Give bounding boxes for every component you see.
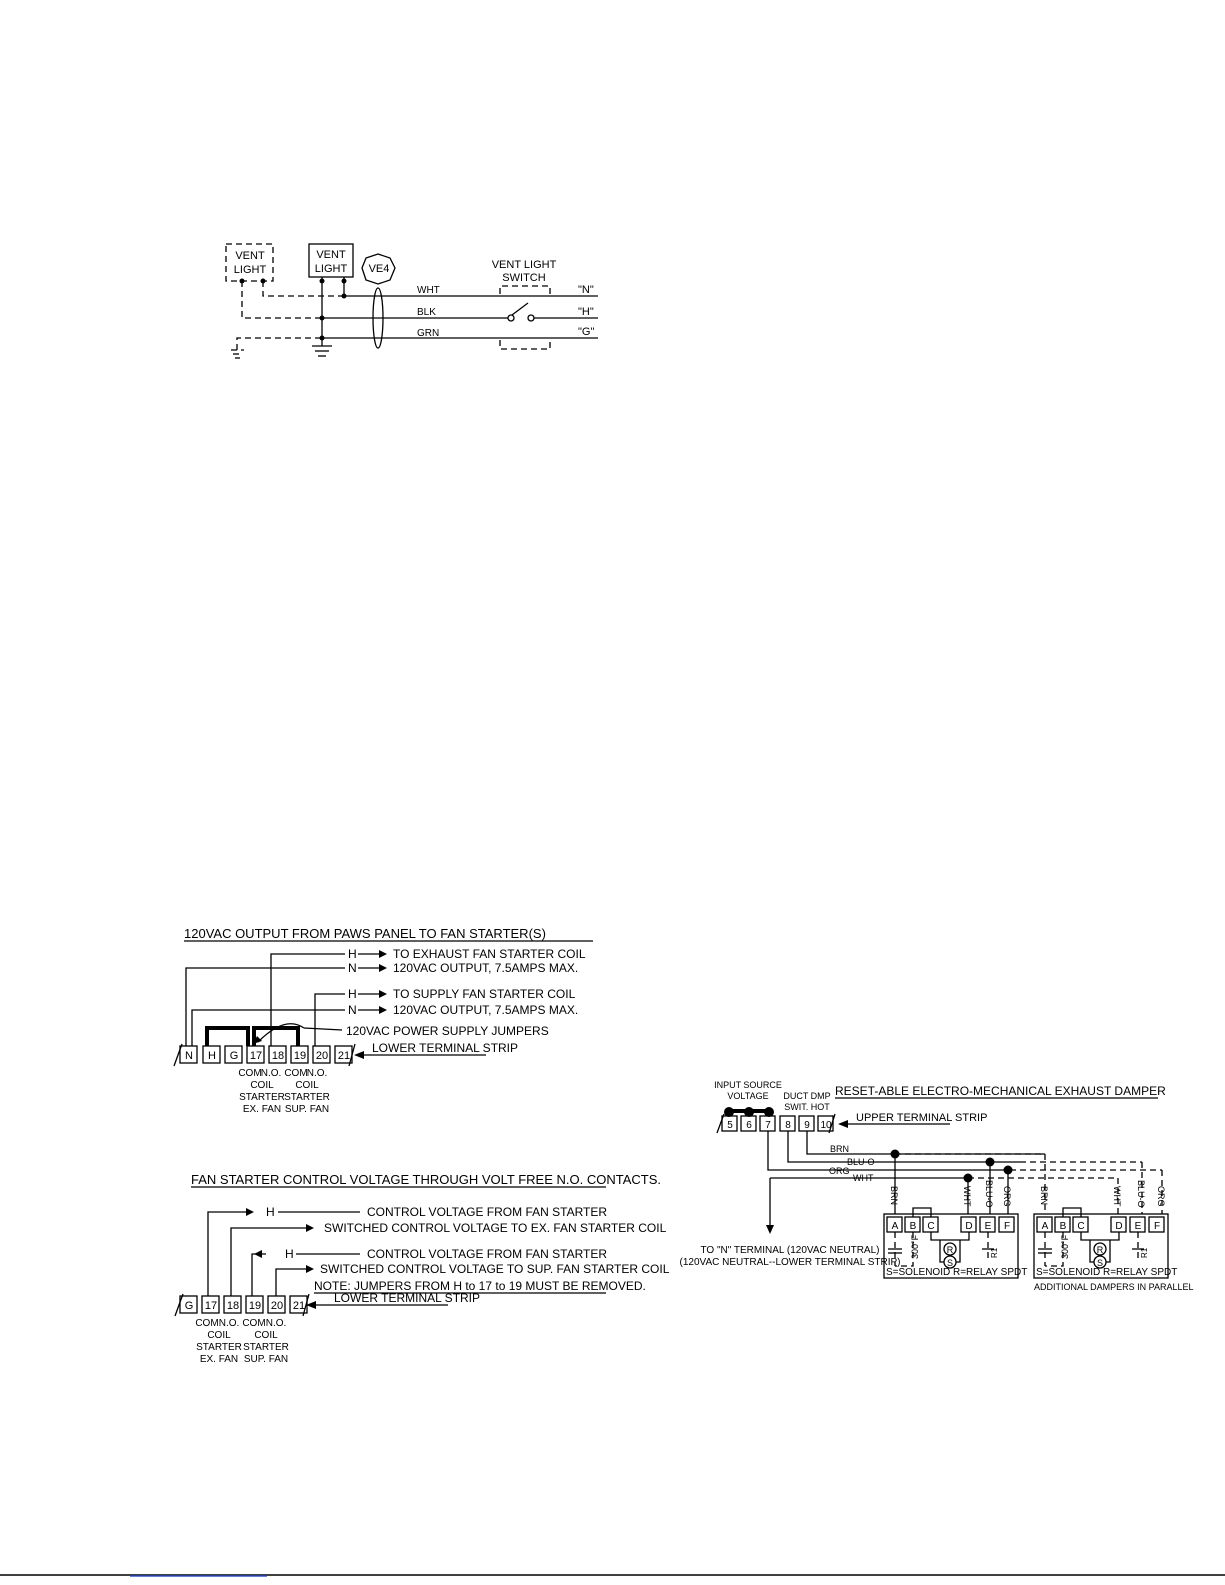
svg-text:A: A [1041, 1221, 1049, 1232]
svg-text:300°F: 300°F [910, 1234, 920, 1259]
svg-text:STARTER: STARTER [239, 1092, 285, 1103]
svg-text:COM: COM [242, 1318, 266, 1329]
svg-text:17: 17 [204, 1300, 218, 1312]
terminal-18: 18 [271, 1050, 285, 1062]
svg-text:WHT: WHT [1112, 1186, 1122, 1207]
svg-text:N.O.: N.O. [218, 1318, 240, 1329]
svg-text:SWIT. HOT: SWIT. HOT [784, 1102, 830, 1112]
svg-text:19: 19 [248, 1300, 262, 1312]
jumpers-label: 120VAC POWER SUPPLY JUMPERS [346, 1024, 549, 1038]
svg-text:D: D [965, 1221, 973, 1232]
svg-text:A: A [891, 1221, 899, 1232]
exhaust-coil-label: TO EXHAUST FAN STARTER COIL [393, 947, 586, 961]
volt-free-title: FAN STARTER CONTROL VOLTAGE THROUGH VOLT FREE N.O. CONTACTS. [191, 1172, 661, 1187]
svg-text:R1: R1 [1140, 1247, 1149, 1258]
vent-switch-contact [512, 303, 528, 315]
svg-text:N.O.: N.O. [265, 1318, 287, 1329]
svg-text:COM: COM [238, 1068, 262, 1079]
terminal-17: 17 [249, 1050, 263, 1062]
lower-strip-label: LOWER TERMINAL STRIP [334, 1291, 481, 1305]
lower-strip-label: LOWER TERMINAL STRIP [372, 1041, 519, 1055]
svg-text:9: 9 [804, 1120, 810, 1131]
svg-text:R: R [946, 1245, 954, 1255]
svg-text:300°F: 300°F [1060, 1234, 1070, 1259]
svg-text:EX. FAN: EX. FAN [199, 1354, 239, 1365]
svg-text:H: H [348, 947, 357, 961]
damper-legend: S=SOLENOID R=RELAY SPDT [886, 1267, 1028, 1278]
svg-text:H: H [266, 1205, 275, 1219]
svg-text:10: 10 [820, 1120, 832, 1131]
svg-text:COM: COM [195, 1318, 219, 1329]
svg-text:SUP. FAN: SUP. FAN [284, 1104, 330, 1115]
output-rating-label: 120VAC OUTPUT, 7.5AMPS MAX. [393, 961, 579, 975]
additional-dampers-label: ADDITIONAL DAMPERS IN PARALLEL [1034, 1282, 1194, 1292]
svg-text:BRN: BRN [889, 1186, 899, 1206]
terminal-label-n: "N" [578, 284, 594, 296]
svg-text:6: 6 [746, 1120, 752, 1131]
upper-strip-label: UPPER TERMINAL STRIP [856, 1112, 988, 1124]
svg-text:R: R [1096, 1245, 1104, 1255]
svg-text:ORG: ORG [1156, 1186, 1166, 1207]
svg-text:EX. FAN: EX. FAN [242, 1104, 282, 1115]
volt-free-line-1: CONTROL VOLTAGE FROM FAN STARTER [367, 1205, 608, 1219]
output-rating-label: 120VAC OUTPUT, 7.5AMPS MAX. [393, 1003, 579, 1017]
svg-text:H: H [348, 987, 357, 1001]
terminal-g: G [229, 1050, 239, 1062]
ve4-tag-label: VE4 [368, 263, 390, 275]
svg-text:20: 20 [270, 1300, 284, 1312]
svg-text:8: 8 [785, 1120, 791, 1131]
svg-text:18: 18 [226, 1300, 240, 1312]
svg-text:COIL: COIL [295, 1080, 319, 1091]
svg-text:N.O.: N.O. [260, 1068, 282, 1079]
svg-text:S: S [946, 1258, 954, 1268]
volt-free-line-4: SWITCHED CONTROL VOLTAGE TO SUP. FAN STARTER COIL [320, 1262, 670, 1276]
exhaust-damper-diagram [680, 1080, 1194, 1292]
terminal-21: 21 [337, 1050, 351, 1062]
svg-text:BLU-O: BLU-O [847, 1157, 875, 1167]
svg-text:BRN: BRN [1039, 1186, 1049, 1206]
terminal-h: H [208, 1050, 216, 1062]
damper-unit-2 [1034, 1208, 1177, 1278]
svg-text:BRN: BRN [830, 1144, 850, 1154]
svg-text:COM: COM [284, 1068, 308, 1079]
svg-text:BLU-O: BLU-O [1136, 1180, 1146, 1208]
svg-text:E: E [984, 1221, 992, 1232]
volt-free-diagram [175, 1172, 670, 1365]
jumper-removal-note: NOTE: JUMPERS FROM H to 17 to 19 MUST BE REMOVED. [314, 1279, 646, 1293]
svg-text:R1: R1 [990, 1247, 999, 1258]
svg-text:G: G [184, 1300, 194, 1312]
volt-free-line-2: SWITCHED CONTROL VOLTAGE TO EX. FAN STARTER COIL [324, 1221, 667, 1235]
vent-light-label: VENT [235, 250, 265, 262]
svg-text:STARTER: STARTER [243, 1342, 289, 1353]
svg-text:C: C [927, 1221, 935, 1232]
neutral-terminal-label: (120VAC NEUTRAL--LOWER TERMINAL STRIP) [679, 1257, 901, 1268]
svg-text:E: E [1134, 1221, 1142, 1232]
svg-text:STARTER: STARTER [284, 1092, 330, 1103]
svg-text:7: 7 [765, 1120, 771, 1131]
vent-switch-label: VENT LIGHT [491, 259, 557, 271]
supply-coil-label: TO SUPPLY FAN STARTER COIL [393, 987, 576, 1001]
svg-text:H: H [285, 1247, 294, 1261]
svg-text:N: N [348, 1003, 357, 1017]
svg-text:BLU-O: BLU-O [984, 1180, 994, 1208]
terminal-label-h: "H" [578, 306, 594, 318]
terminal-20: 20 [315, 1050, 329, 1062]
svg-text:B: B [909, 1221, 917, 1232]
svg-text:WHT: WHT [962, 1186, 972, 1207]
output-diagram [174, 926, 593, 1115]
svg-text:COIL: COIL [254, 1330, 278, 1341]
svg-text:21: 21 [292, 1300, 306, 1312]
upper-terminal-strip [717, 1114, 835, 1133]
svg-text:DUCT DMP: DUCT DMP [783, 1091, 831, 1101]
wire-label-blk: BLK [417, 307, 436, 318]
svg-text:N.O.: N.O. [306, 1068, 328, 1079]
svg-text:ORG: ORG [1002, 1186, 1012, 1207]
svg-text:ORG: ORG [829, 1166, 850, 1176]
vent-light-diagram [226, 244, 598, 358]
svg-text:D: D [1115, 1221, 1123, 1232]
wire-label-wht: WHT [417, 285, 440, 296]
output-terminal-strip [174, 1044, 355, 1066]
output-title: 120VAC OUTPUT FROM PAWS PANEL TO FAN STARTER(S) [184, 926, 546, 941]
jumper-17-19 [254, 1028, 298, 1046]
svg-text:N: N [348, 961, 357, 975]
terminal-label-g: "G" [578, 326, 595, 338]
vent-light-label: LIGHT [233, 264, 267, 276]
terminal-n: N [185, 1050, 193, 1062]
svg-text:COIL: COIL [250, 1080, 274, 1091]
svg-text:STARTER: STARTER [196, 1342, 242, 1353]
svg-text:WHT: WHT [853, 1173, 874, 1183]
terminal-19: 19 [293, 1050, 307, 1062]
damper-unit-1 [884, 1208, 1027, 1278]
svg-text:F: F [1003, 1221, 1011, 1232]
vent-switch-label: SWITCH [502, 272, 546, 284]
damper-title: RESET-ABLE ELECTRO-MECHANICAL EXHAUST DAMPER [835, 1084, 1166, 1098]
neutral-terminal-label: TO "N" TERMINAL (120VAC NEUTRAL) [700, 1245, 880, 1256]
wire-label-grn: GRN [417, 328, 440, 339]
svg-text:S: S [1096, 1258, 1104, 1268]
svg-text:SUP. FAN: SUP. FAN [243, 1354, 289, 1365]
jumper-h-17 [207, 1028, 248, 1046]
svg-text:C: C [1077, 1221, 1085, 1232]
svg-text:VOLTAGE: VOLTAGE [727, 1091, 769, 1101]
svg-text:B: B [1059, 1221, 1067, 1232]
svg-text:F: F [1153, 1221, 1161, 1232]
volt-free-line-3: CONTROL VOLTAGE FROM FAN STARTER [367, 1247, 608, 1261]
vent-light-label: LIGHT [314, 263, 348, 275]
svg-text:COIL: COIL [207, 1330, 231, 1341]
vent-light-label: VENT [316, 249, 346, 261]
svg-text:INPUT SOURCE: INPUT SOURCE [714, 1080, 782, 1090]
svg-text:5: 5 [727, 1120, 733, 1131]
damper-legend: S=SOLENOID R=RELAY SPDT [1036, 1267, 1178, 1278]
volt-free-terminal-strip [175, 1294, 309, 1316]
